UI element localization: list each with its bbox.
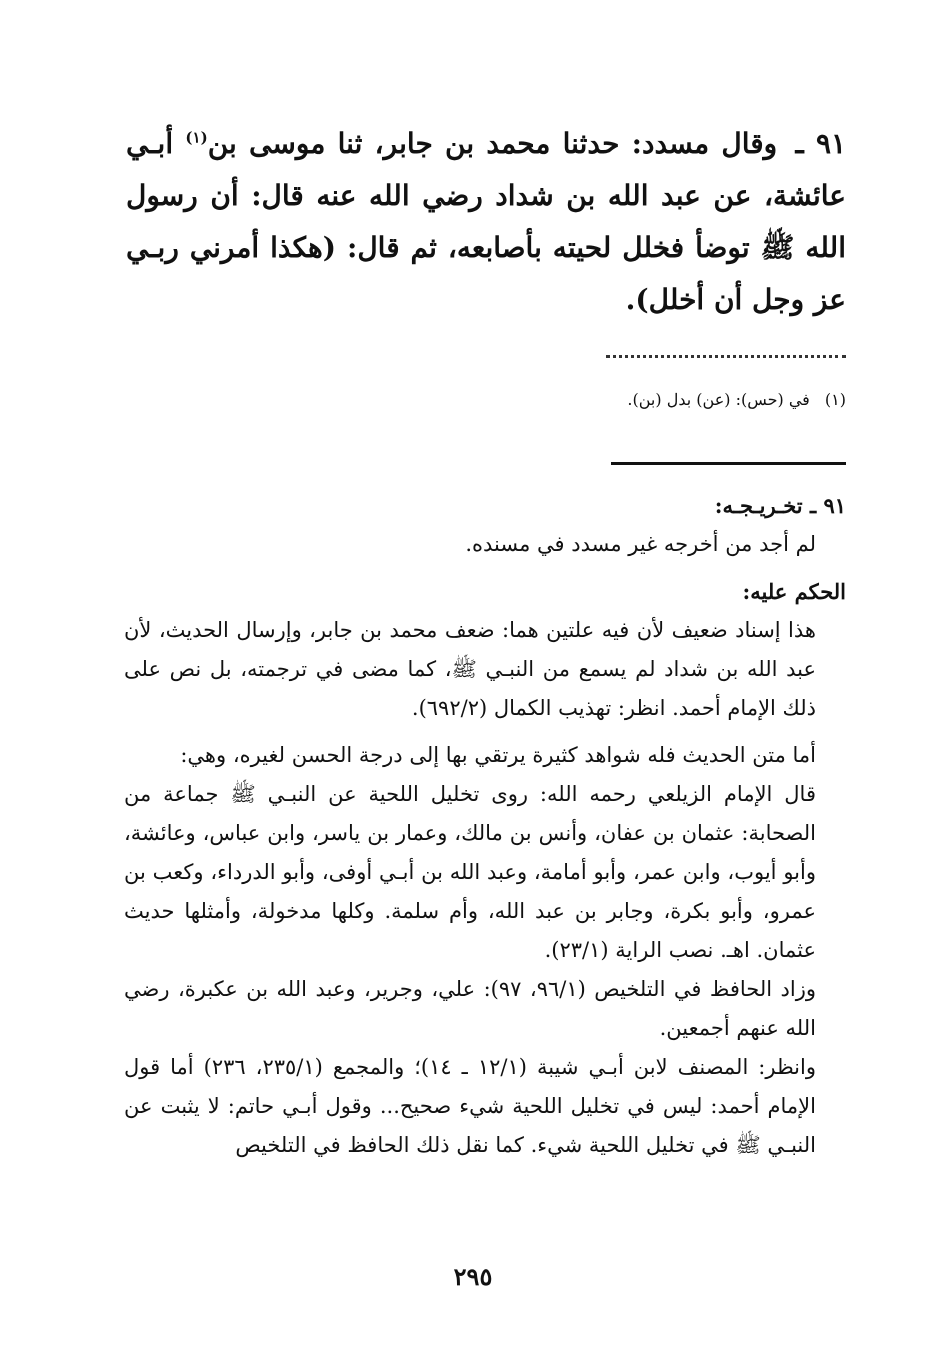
commentary-section <box>124 486 846 1165</box>
hukm-paragraph-5: وانظر: المصنف لابن أبـي شيبة (١٢/١ ـ ١٤)؛ والمجمع (٢٣٥/١، ٢٣٦) أما قول الإمام أحمد: ليس في تخليل اللحية شيء صحيح... وقول أبـي حاتم: لا يثبت عن النبـي ﷺ في تخليل اللحية شيء. كما نقل ذلك الحافظ في التلخيص <box>124 1055 816 1157</box>
hadith-text <box>126 118 846 326</box>
hukm-paragraph-4: وزاد الحافظ في التلخيص (٩٦/١، ٩٧): علي، وجرير، وعبد الله بن عكبرة، رضي الله عنهم أجمعين. <box>124 977 816 1040</box>
section-divider <box>611 462 846 465</box>
hadith-number: ٩١ ـ <box>795 127 847 160</box>
takhrij-heading: ٩١ ـ تخـريـجـه: <box>714 493 846 518</box>
page-number: ٢٩٥ <box>453 1262 493 1291</box>
footnote-number: (١) <box>824 390 846 409</box>
footnote-separator <box>606 355 846 358</box>
footnote-marker[interactable]: (١) <box>185 128 208 147</box>
hukm-paragraph-1: هذا إسناد ضعيف لأن فيه علتين هما: ضعف محمد بن جابر، وإرسال الحديث، لأن عبد الله بن شداد لم يسمع من النبـي ﷺ، كما مضى في ترجمته، بل نص على ذلك الإمام أحمد. انظر: تهذيب الكمال (٦٩٢/٢). <box>124 618 816 720</box>
footnote-text: في (حس): (عن) بدل (بن). <box>627 390 810 409</box>
hukm-heading: الحكم عليه: <box>742 579 846 604</box>
hadith-text-start: وقال مسدد: حدثنا محمد بن جابر، ثنا موسى بن <box>207 127 778 160</box>
hadith-text-rest: أبـي عائشة، عن عبد الله بن شداد رضي الله عنه قال: أن رسول الله ﷺ توضأ فخلل لحيته بأصابعه، ثم قال: (هكذا أمرني ربـي عز وجل أن أخلل). <box>126 127 846 316</box>
footnote <box>126 388 846 412</box>
hukm-paragraph-2: أما متن الحديث فله شواهد كثيرة يرتقي بها إلى درجة الحسن لغيره، وهي: <box>180 743 816 767</box>
takhrij-text: لم أجد من أخرجه غير مسدد في مسنده. <box>465 532 816 556</box>
hukm-paragraph-3: قال الإمام الزيلعي رحمه الله: روى تخليل اللحية عن النبـي ﷺ جماعة من الصحابة: عثمان بن عفان، وأنس بن مالك، وعمار بن ياسر، وابن عباس، وعائشة، وأبو أيوب، وابن عمر، وأبو أمامة، وعبد الله بن أبـي أوفى، وأبو الدرداء، وكعب بن عمرو، وأبو بكرة، وجابر بن عبد الله، وأم سلمة. وكلها مدخولة، وأمثلها حديث عثمان. اهـ. نصب الراية (٢٣/١). <box>124 782 816 962</box>
